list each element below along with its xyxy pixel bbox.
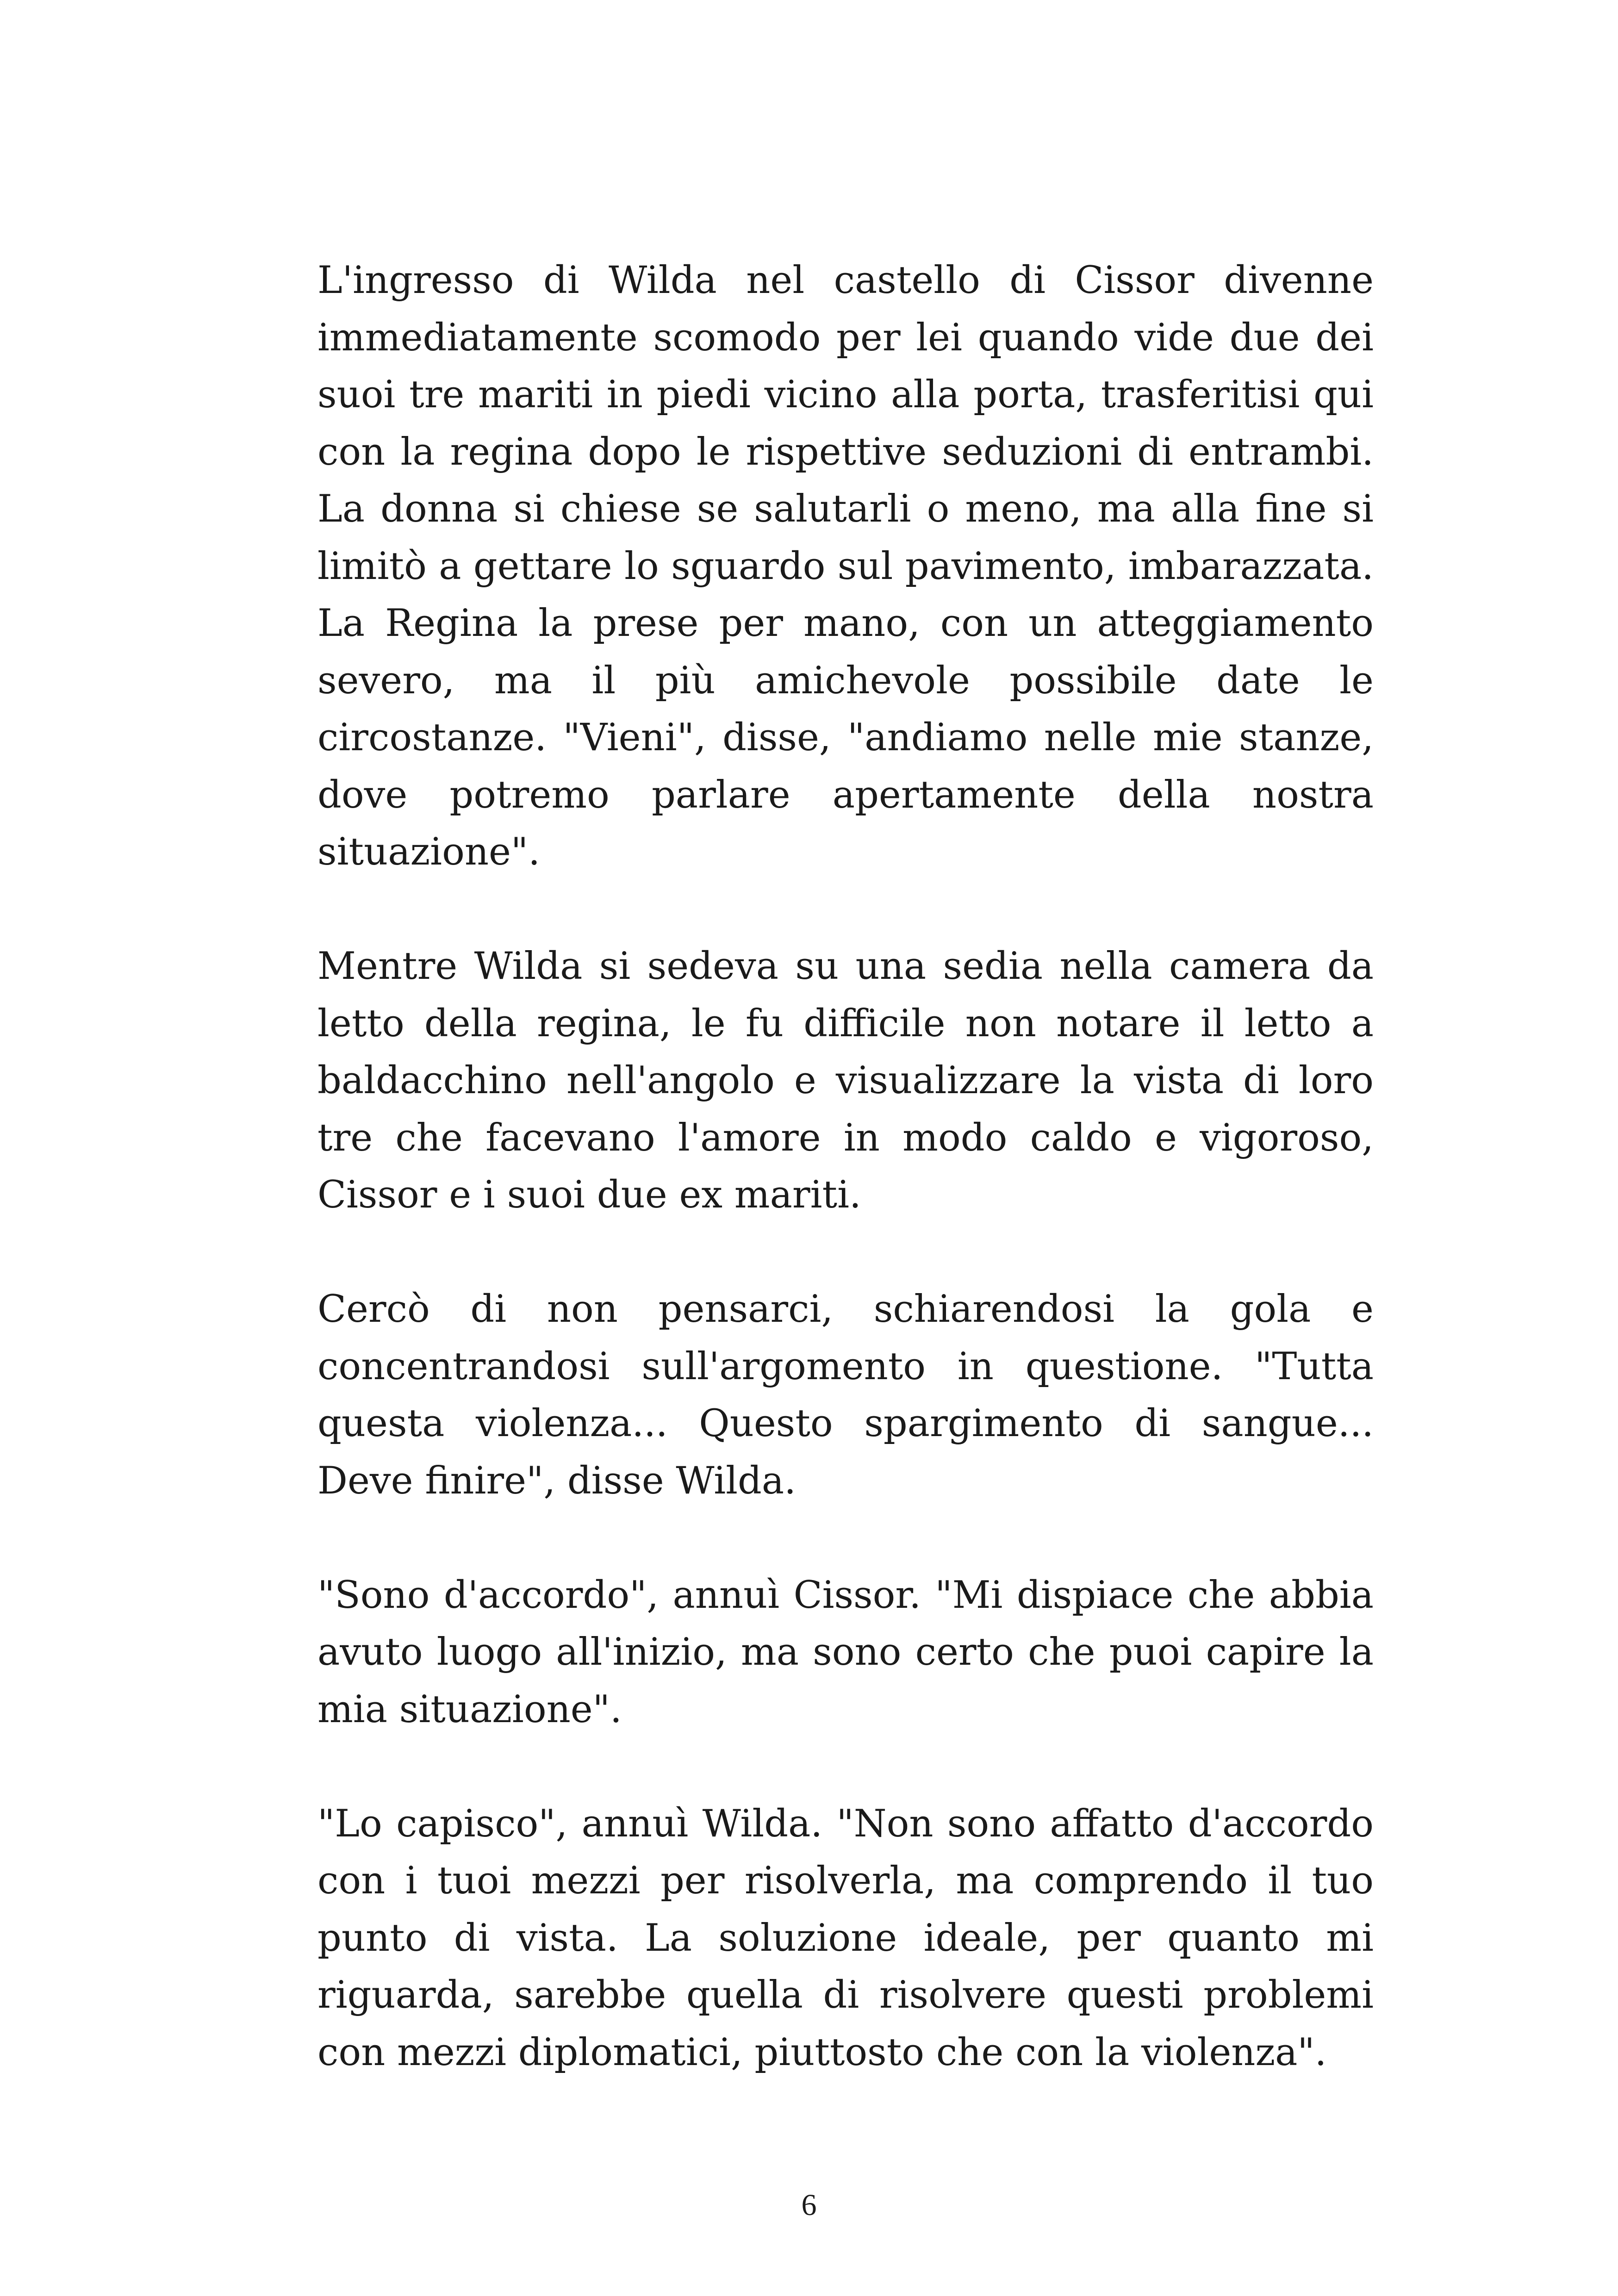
body-text [317, 252, 1374, 2139]
paragraph-3: Cercò di non pensarci, schiarendosi la gola e concentrandosi sull'argomento in questione. "Tutta questa violenza... Questo spargimento di sangue... Deve finire", disse Wilda. [317, 1288, 1374, 1503]
paragraph-1: L'ingresso di Wilda nel castello di Cissor divenne immediatamente scomodo per lei quando vide due dei suoi tre mariti in piedi vicino alla porta, trasferitisi qui con la regina dopo le rispettive seduzioni di entrambi. La donna si chiese se salutarli o meno, ma alla fine si limitò a gettare lo sguardo sul pavimento, imbarazzata. La Regina la prese per mano, con un atteggiamento severo, ma il più amichevole possibile date le circostanze. "Vieni", disse, "andiamo nelle mie stanze, dove potremo parlare apertamente della nostra situazione". [317, 259, 1374, 874]
paragraph-4: "Sono d'accordo", annuì Cissor. "Mi dispiace che abbia avuto luogo all'inizio, ma sono certo che puoi capire la mia situazione". [317, 1573, 1374, 1731]
paragraph-2: Mentre Wilda si sedeva su una sedia nella camera da letto della regina, le fu difficile non notare il letto a baldacchino nell'angolo e visualizzare la vista di loro tre che facevano l'amore in modo caldo e vigoroso, Cissor e i suoi due ex mariti. [317, 945, 1374, 1217]
paragraph-5: "Lo capisco", annuì Wilda. "Non sono affatto d'accordo con i tuoi mezzi per risolverla, ma comprendo il tuo punto di vista. La soluzione ideale, per quanto mi riguarda, sarebbe quella di risolvere questi problemi con mezzi diplomatici, piuttosto che con la violenza". [317, 1802, 1374, 2074]
page-number: 6 [801, 2188, 817, 2222]
